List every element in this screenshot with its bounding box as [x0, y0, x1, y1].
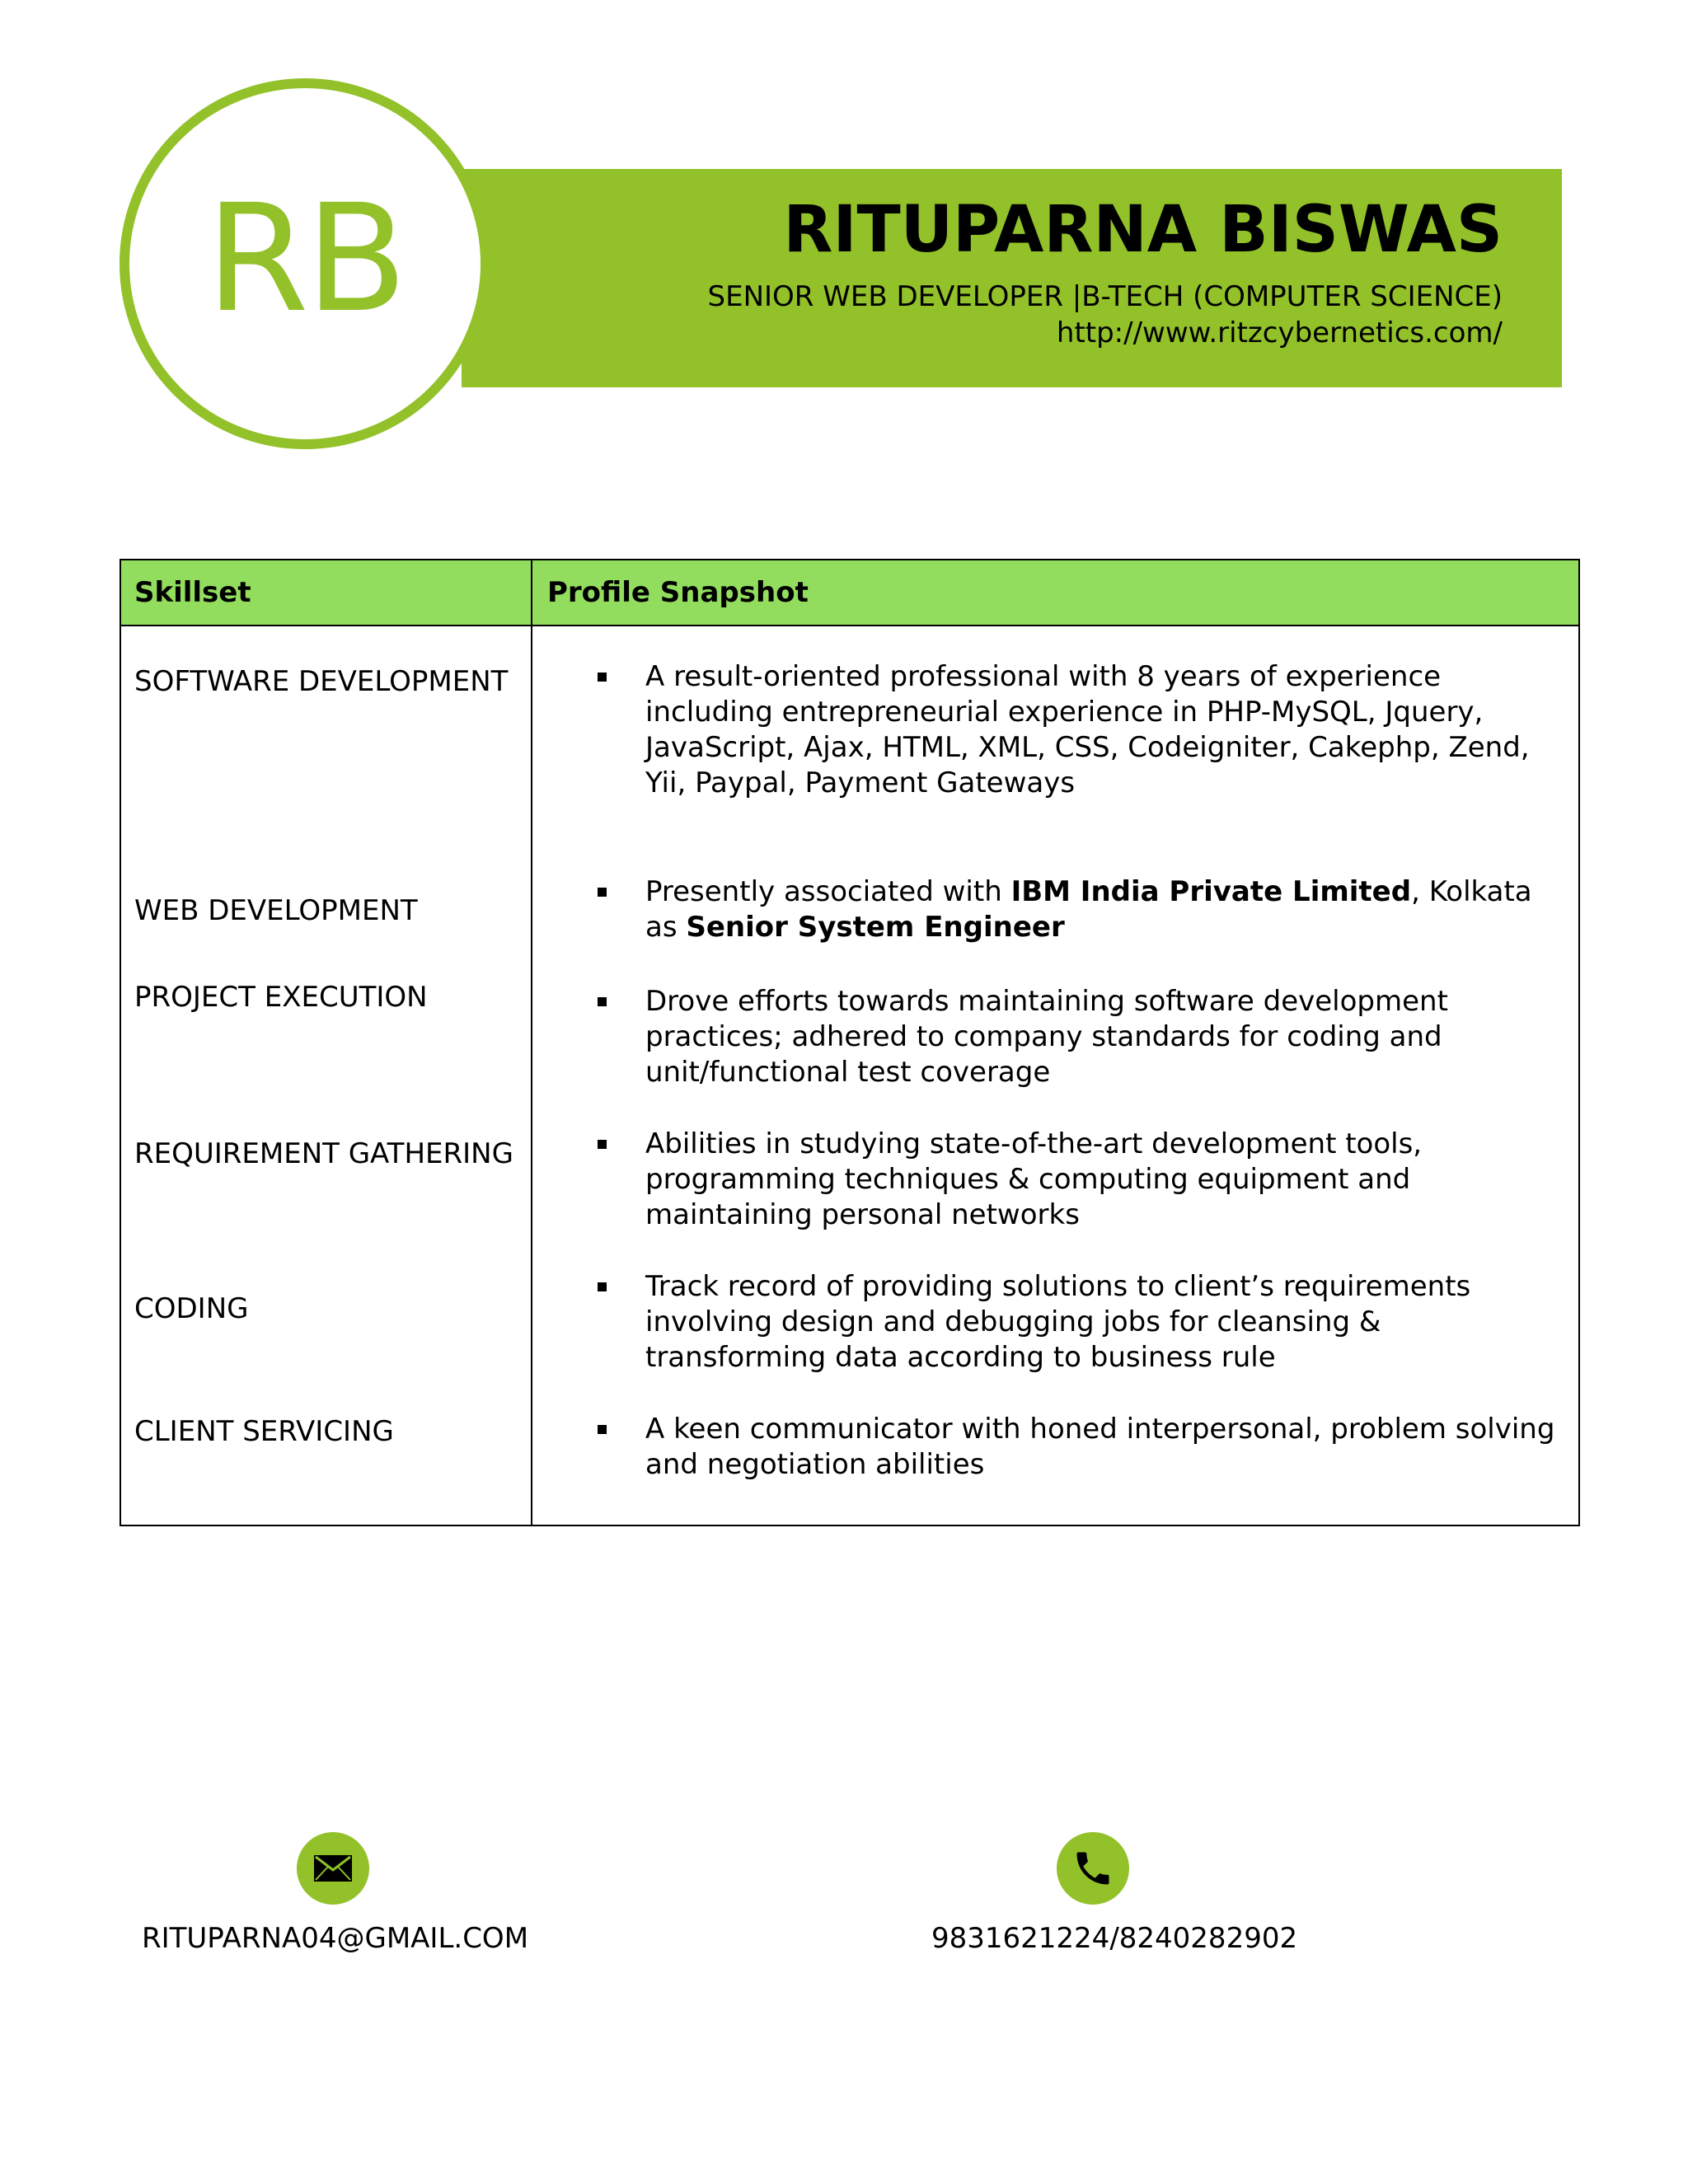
bullet-text: A keen communicator with honed interpersonal, problem solving and negotiation abilities — [645, 1413, 1555, 1481]
skill-item: SOFTWARE DEVELOPMENT — [134, 665, 509, 698]
bullet-icon — [598, 1425, 607, 1434]
profile-bullet — [645, 1127, 1560, 1233]
table-header-row — [121, 560, 1578, 626]
bullet-icon — [598, 997, 607, 1006]
bullet-text: , Kolkata as — [645, 875, 1532, 944]
skill-item: CLIENT SERVICING — [134, 1415, 394, 1448]
initials: RB — [205, 173, 405, 345]
candidate-name: RITUPARNA BISWAS — [783, 193, 1503, 267]
profile-bullet — [645, 659, 1560, 801]
employer-name: IBM India Private Limited — [1010, 875, 1412, 908]
profile-bullet — [645, 984, 1560, 1090]
monogram-circle — [120, 78, 490, 449]
email-address[interactable]: RITUPARNA04@GMAIL.COM — [142, 1922, 529, 1955]
skillset-header: Skillset — [134, 576, 251, 609]
bullet-text: Track record of providing solutions to client’s requirements involving design and debugging jobs for cleansing & transforming data according to business rule — [645, 1270, 1471, 1374]
envelope-icon — [297, 1832, 369, 1905]
bullet-icon — [598, 1140, 607, 1149]
bullet-icon — [598, 888, 607, 897]
bullet-text: Presently associated with — [645, 875, 1011, 908]
profile-bullet — [645, 874, 1560, 945]
bullet-text: Abilities in studying state-of-the-art development tools, programming techniques & computing equipment and maintaining personal networks — [645, 1127, 1423, 1231]
profile-bullet — [645, 1269, 1560, 1376]
profile-snapshot-header: Profile Snapshot — [547, 576, 809, 609]
bullet-text: Drove efforts towards maintaining software development practices; adhered to company standards for coding and unit/functional test coverage — [645, 985, 1448, 1089]
phone-number[interactable]: 9831621224/8240282902 — [931, 1922, 1298, 1955]
skill-item: REQUIREMENT GATHERING — [134, 1137, 513, 1170]
skills-profile-table — [120, 559, 1580, 1526]
profile-bullet — [645, 1412, 1560, 1483]
skill-item: WEB DEVELOPMENT — [134, 894, 418, 927]
phone-icon — [1057, 1832, 1129, 1905]
candidate-title: SENIOR WEB DEVELOPER |B-TECH (COMPUTER SCIENCE) — [707, 280, 1503, 313]
bullet-text: A result-oriented professional with 8 years of experience including entrepreneurial experience in PHP-MySQL, Jquery, JavaScript, Ajax, HTML, XML, CSS, Codeigniter, Cakephp, Zend, Yii, Paypal, Payment Gateways — [645, 660, 1530, 799]
website-link[interactable]: http://www.ritzcybernetics.com/ — [1056, 316, 1503, 349]
bullet-icon — [598, 673, 607, 682]
skill-item: CODING — [134, 1292, 249, 1325]
skill-item: PROJECT EXECUTION — [134, 981, 428, 1014]
job-role: Senior System Engineer — [686, 911, 1065, 944]
column-divider — [531, 560, 532, 1525]
bullet-icon — [598, 1282, 607, 1291]
